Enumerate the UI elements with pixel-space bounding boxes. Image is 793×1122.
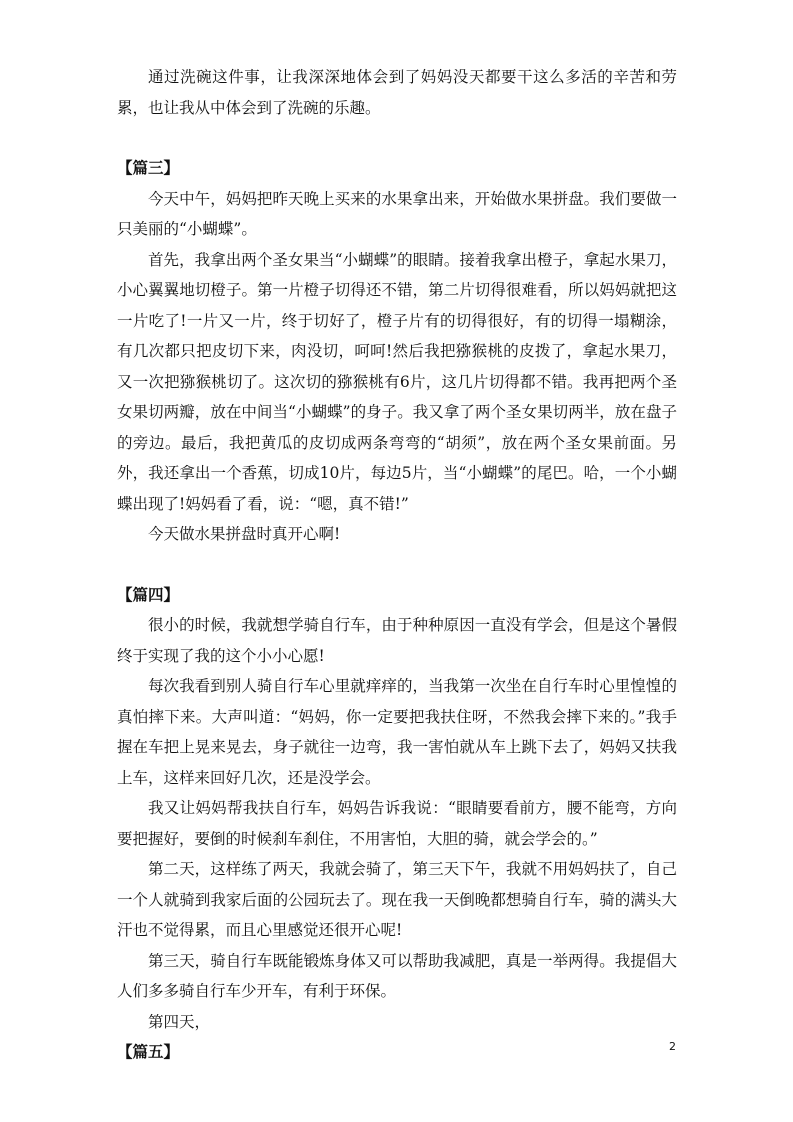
paragraph: 首先，我拿出两个圣女果当“小蝴蝶”的眼睛。接着我拿出橙子，拿起水果刀，小心翼翼地切橙子。第一片橙子切得还不错，第二片切得很难看，所以妈妈就把这一片吃了!一片又一片，终于切好了，橙子片有的切得很好，有的切得一塌糊涂，有几次都只把皮切下来，肉没切，呵呵!然后我把猕猴桃的皮拨了，拿起水果刀，又一次把猕猴桃切了。这次切的猕猴桃有6片，这几片切得都不错。我再把两个圣女果切两瓣，放在中间当“小蝴蝶”的身子。我又拿了两个圣女果切两半，放在盘子的旁边。最后，我把黄瓜的皮切成两条弯弯的“胡须”，放在两个圣女果前面。另外，我还拿出一个香蕉，切成10片，每边5片，当“小蝴蝶”的尾巴。哈，一个小蝴蝶出现了!妈妈看了看，说：“嗯，真不错!”	[117, 250, 677, 513]
paragraph: 今天做水果拼盘时真开心啊!	[148, 525, 341, 543]
paragraph: 第四天，	[148, 1012, 211, 1031]
paragraph: 我又让妈妈帮我扶自行车，妈妈告诉我说：“眼睛要看前方，腰不能弯，方向要把握好，要倒的时候刹车刹住，不用害怕，大胆的骑，就会学会的。”	[117, 799, 677, 848]
section-heading: 【篇三】	[117, 158, 180, 177]
section-gap	[117, 123, 677, 153]
paragraph: 第三天，骑自行车既能锻炼身体又可以帮助我减肥，真是一举两得。我提倡大人们多多骑自行车少开车，有利于环保。	[117, 951, 677, 1000]
section-heading: 【篇四】	[117, 584, 180, 604]
section-pian-si	[117, 580, 677, 1038]
section-gap	[117, 550, 677, 580]
paragraph: 第二天，这样练了两天，我就会骑了，第三天下午，我就不用妈妈扶了，自己一个人就骑到我家后面的公园玩去了。现在我一天倒晚都想骑自行车，骑的满头大汗也不觉得累，而且心里感觉还很开心呢!	[117, 860, 677, 939]
paragraph: 今天中午，妈妈把昨天晚上买来的水果拿出来，开始做水果拼盘。我们要做一只美丽的“小蝴蝶”。	[117, 189, 677, 238]
paragraph: 每次我看到别人骑自行车心里就痒痒的，当我第一次坐在自行车时心里惶惶的真怕摔下来。大声叫道：“妈妈，你一定要把我扶住呀，不然我会摔下来的。”我手握在车把上晃来晃去，身子就往一边弯，我一害怕就从车上跳下去了，妈妈又扶我上车，这样来回好几次，还是没学会。	[117, 677, 677, 787]
section-heading: 【篇五】	[117, 1042, 180, 1061]
section-pian-wu	[117, 1037, 677, 1068]
page-number: 2	[669, 1040, 676, 1053]
document-body	[117, 62, 677, 1068]
paragraph: 很小的时候，我就想学骑自行车，由于种种原因一直没有学会，但是这个暑假终于实现了我的这个小小心愿!	[117, 616, 677, 665]
section-pian-san	[117, 153, 677, 550]
intro-paragraph: 通过洗碗这件事，让我深深地体会到了妈妈没天都要干这么多活的辛苦和劳累，也让我从中体会到了洗碗的乐趣。	[117, 68, 677, 117]
